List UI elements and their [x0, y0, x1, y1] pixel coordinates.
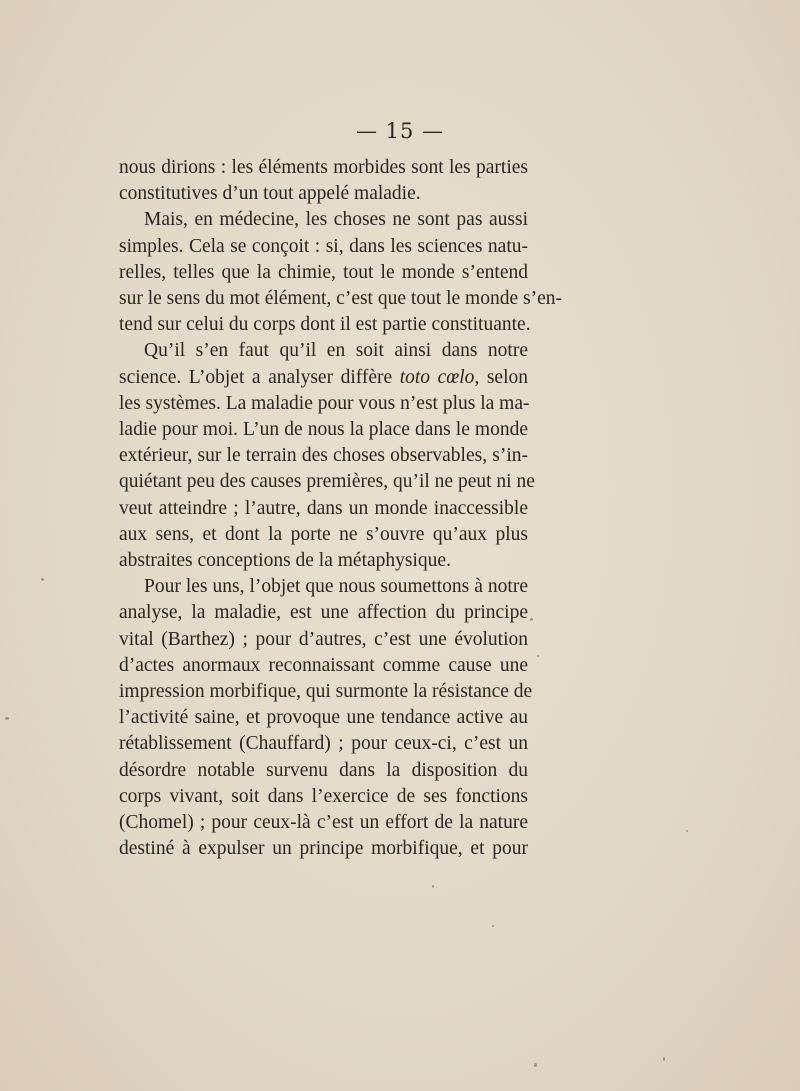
text-line: corps vivant, soit dans l’exercice de ses fonctions: [119, 785, 528, 807]
paper-speck: [686, 830, 688, 832]
text-line: quiétant peu des causes premières, qu’il ne peut ni ne: [119, 471, 535, 493]
text-line: destiné à expulser un principe morbifique, et pour: [119, 838, 528, 860]
text-line: vital (Barthez) ; pour d’autres, c’est une évolution: [119, 628, 528, 650]
text-line: nous dirions : les éléments morbides sont les parties: [119, 157, 528, 178]
text-line: Pour les uns, l’objet que nous soumettons à notre: [144, 576, 528, 598]
text-line: sur le sens du mot élément, c’est que tout le monde s’en-: [119, 288, 562, 310]
text-line: veut atteindre ; l’autre, dans un monde inaccessible: [119, 497, 528, 519]
paper-speck: [537, 655, 539, 657]
text-line: ladie pour moi. L’un de nous la place dans le monde: [119, 419, 528, 441]
paper-speck: [432, 885, 434, 888]
body-text: [119, 155, 562, 862]
text-line: simples. Cela se conçoit : si, dans les sciences natu-: [119, 235, 528, 257]
text-line: aux sens, et dont la porte ne s’ouvre qu’aux plus: [119, 523, 528, 545]
paper-speck: [41, 578, 44, 581]
text-line: relles, telles que la chimie, tout le monde s’entend: [119, 261, 528, 283]
text-line: extérieur, sur le terrain des choses observables, s’in-: [119, 445, 528, 467]
latin-phrase: toto cœlo: [399, 366, 475, 388]
text-line: impression morbifique, qui surmonte la résistance de: [119, 681, 533, 703]
page-number: — 15 —: [355, 119, 445, 143]
text-line: d’actes anormaux reconnaissant comme cause une: [119, 654, 528, 676]
text-line: les systèmes. La maladie pour vous n’est plus la ma-: [119, 392, 530, 414]
text-line: abstraites conceptions de la métaphysique.: [119, 550, 451, 572]
text-line: l’activité saine, et provoque une tendance active au: [119, 707, 528, 729]
paper-speck: [5, 717, 9, 720]
paper-speck: [534, 1063, 537, 1067]
text-line: rétablissement (Chauffard) ; pour ceux-ci, c’est un: [119, 733, 528, 755]
text-line: (Chomel) ; pour ceux-là c’est un effort de la nature: [119, 812, 528, 834]
text-line: tend sur celui du corps dont il est partie constituante.: [119, 314, 531, 336]
paper-speck: [492, 925, 494, 927]
text-line: désordre notable survenu dans la disposition du: [119, 759, 528, 781]
text-line: Qu’il s’en faut qu’il en soit ainsi dans notre: [144, 340, 528, 362]
text-line: Mais, en médecine, les choses ne sont pas aussi: [144, 209, 528, 231]
paper-speck: [530, 618, 533, 621]
paper-speck: [663, 1057, 665, 1061]
text-line: analyse, la maladie, est une affection du principe: [119, 602, 528, 624]
text-line: science. L’objet a analyser diffère toto cœlo, selon: [119, 366, 528, 388]
text-line: constitutives d’un tout appelé maladie.: [119, 183, 421, 205]
